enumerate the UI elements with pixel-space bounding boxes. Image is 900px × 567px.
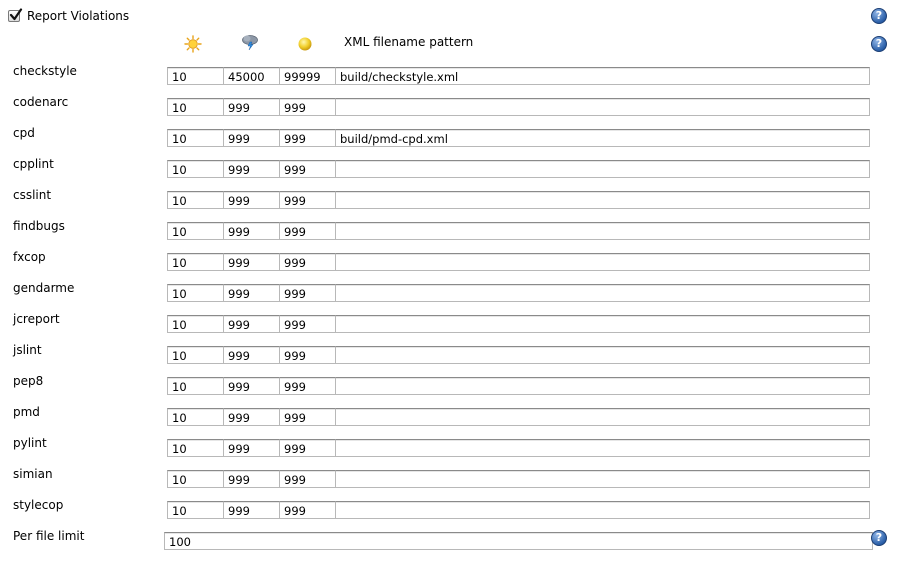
xml-filename-pattern-input[interactable] [335,377,870,395]
sunny-threshold-input[interactable]: 10 [167,222,224,240]
unstable-threshold-input[interactable]: 999 [279,346,336,364]
stormy-threshold-input[interactable]: 999 [223,377,280,395]
stormy-threshold-input[interactable]: 999 [223,439,280,457]
stormy-threshold-input[interactable]: 45000 [223,67,280,85]
tool-name-label: pmd [13,405,40,419]
stormy-threshold-input[interactable]: 999 [223,191,280,209]
unstable-yellow-ball-icon [297,36,315,54]
unstable-threshold-input[interactable]: 999 [279,315,336,333]
per-file-limit-input[interactable]: 100 [164,532,873,550]
help-icon[interactable]: ? [871,8,887,24]
tool-name-label: findbugs [13,219,65,233]
stormy-threshold-input[interactable]: 999 [223,253,280,271]
xml-filename-pattern-input[interactable] [335,253,870,271]
unstable-threshold-input[interactable]: 99999 [279,67,336,85]
xml-filename-pattern-input[interactable] [335,222,870,240]
tool-name-label: checkstyle [13,64,77,78]
tool-name-label: cpd [13,126,35,140]
tool-name-label: cpplint [13,157,54,171]
unstable-threshold-input[interactable]: 999 [279,98,336,116]
sunny-threshold-input[interactable]: 10 [167,129,224,147]
per-file-limit-label: Per file limit [13,529,85,543]
tool-name-label: pylint [13,436,47,450]
report-violations-checkbox[interactable] [8,10,20,22]
tool-name-label: pep8 [13,374,44,388]
unstable-threshold-input[interactable]: 999 [279,501,336,519]
xml-filename-pattern-input[interactable] [335,346,870,364]
xml-filename-pattern-input[interactable] [335,470,870,488]
tool-name-label: codenarc [13,95,69,109]
stormy-threshold-input[interactable]: 999 [223,501,280,519]
report-violations-row [8,7,129,25]
sunny-threshold-input[interactable]: 10 [167,470,224,488]
sunny-threshold-input[interactable]: 10 [167,501,224,519]
stormy-threshold-input[interactable]: 999 [223,129,280,147]
xml-filename-pattern-input[interactable] [335,284,870,302]
sunny-threshold-input[interactable]: 10 [167,98,224,116]
unstable-threshold-input[interactable]: 999 [279,160,336,178]
sunny-threshold-input[interactable]: 10 [167,191,224,209]
unstable-threshold-input[interactable]: 999 [279,253,336,271]
sunny-threshold-input[interactable]: 10 [167,346,224,364]
sunny-threshold-input[interactable]: 10 [167,315,224,333]
unstable-threshold-input[interactable]: 999 [279,439,336,457]
xml-filename-pattern-input[interactable] [335,408,870,426]
tool-name-label: simian [13,467,53,481]
sunny-threshold-input[interactable]: 10 [167,284,224,302]
sunny-threshold-input[interactable]: 10 [167,408,224,426]
stormy-threshold-input[interactable]: 999 [223,470,280,488]
sunny-threshold-input[interactable]: 10 [167,67,224,85]
xml-filename-pattern-input[interactable]: build/pmd-cpd.xml [335,129,870,147]
stormy-threshold-input[interactable]: 999 [223,346,280,364]
checkmark-icon [9,8,23,22]
report-violations-label: Report Violations [27,9,130,23]
tool-name-label: fxcop [13,250,46,264]
help-icon[interactable]: ? [871,36,887,52]
stormy-threshold-input[interactable]: 999 [223,160,280,178]
xml-filename-pattern-input[interactable] [335,98,870,116]
tool-name-label: csslint [13,188,52,202]
unstable-threshold-input[interactable]: 999 [279,129,336,147]
xml-filename-pattern-header: XML filename pattern [344,35,474,49]
unstable-threshold-input[interactable]: 999 [279,408,336,426]
stormy-weather-icon [240,33,258,51]
xml-filename-pattern-input[interactable] [335,439,870,457]
xml-filename-pattern-input[interactable] [335,315,870,333]
unstable-threshold-input[interactable]: 999 [279,470,336,488]
sunny-weather-icon [184,35,202,53]
unstable-threshold-input[interactable]: 999 [279,284,336,302]
stormy-threshold-input[interactable]: 999 [223,284,280,302]
unstable-threshold-input[interactable]: 999 [279,222,336,240]
sunny-threshold-input[interactable]: 10 [167,253,224,271]
xml-filename-pattern-input[interactable] [335,501,870,519]
help-icon[interactable]: ? [871,530,887,546]
stormy-threshold-input[interactable]: 999 [223,408,280,426]
unstable-threshold-input[interactable]: 999 [279,191,336,209]
tool-name-label: stylecop [13,498,64,512]
tool-name-label: jslint [13,343,42,357]
sunny-threshold-input[interactable]: 10 [167,439,224,457]
sunny-threshold-input[interactable]: 10 [167,377,224,395]
stormy-threshold-input[interactable]: 999 [223,315,280,333]
sunny-threshold-input[interactable]: 10 [167,160,224,178]
tool-name-label: jcreport [13,312,60,326]
stormy-threshold-input[interactable]: 999 [223,222,280,240]
xml-filename-pattern-input[interactable] [335,191,870,209]
xml-filename-pattern-input[interactable] [335,160,870,178]
stormy-threshold-input[interactable]: 999 [223,98,280,116]
tool-name-label: gendarme [13,281,75,295]
unstable-threshold-input[interactable]: 999 [279,377,336,395]
xml-filename-pattern-input[interactable]: build/checkstyle.xml [335,67,870,85]
